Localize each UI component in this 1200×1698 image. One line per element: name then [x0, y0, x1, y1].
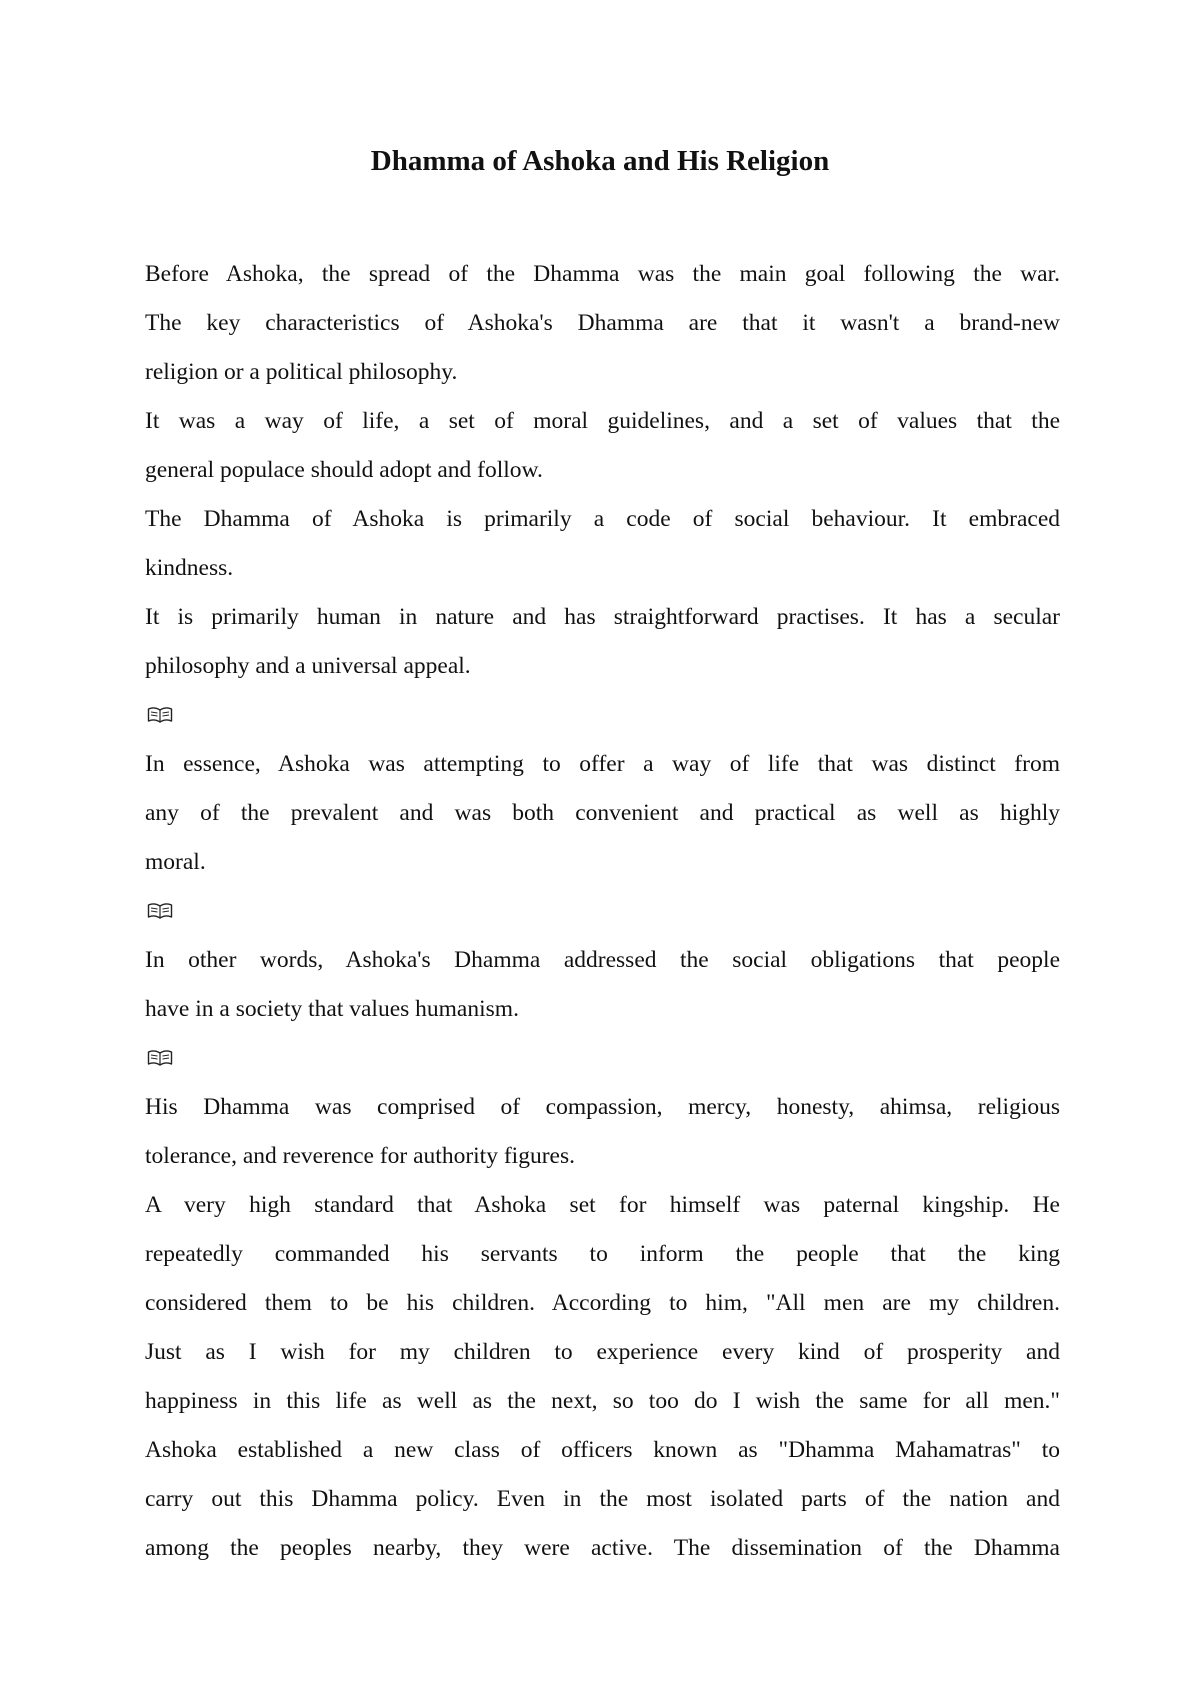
open-book-icon: [145, 887, 1060, 936]
body-line: The Dhamma of Ashoka is primarily a code of social behaviour. It embraced: [145, 506, 1060, 532]
document-title: Dhamma of Ashoka and His Religion: [370, 145, 830, 177]
body-line: A very high standard that Ashoka set for himself was paternal kingship. He: [145, 1192, 1060, 1218]
body-line: philosophy and a universal appeal.: [145, 653, 471, 679]
open-book-icon: [145, 1034, 1060, 1083]
body-line: among the peoples nearby, they were active. The dissemination of the Dhamma: [145, 1535, 1060, 1561]
body-line: moral.: [145, 849, 206, 875]
body-line: happiness in this life as well as the next, so too do I wish the same for all men.": [145, 1388, 1060, 1414]
body-line: considered them to be his children. According to him, "All men are my children.: [145, 1290, 1060, 1316]
document-body: [145, 250, 1060, 1573]
body-line: Just as I wish for my children to experience every kind of prosperity and: [145, 1339, 1060, 1365]
body-line: His Dhamma was comprised of compassion, mercy, honesty, ahimsa, religious: [145, 1094, 1060, 1120]
open-book-icon: [145, 691, 1060, 740]
body-line: The key characteristics of Ashoka's Dhamma are that it wasn't a brand-new: [145, 310, 1060, 336]
body-line: In other words, Ashoka's Dhamma addressed the social obligations that people: [145, 947, 1060, 973]
body-line: In essence, Ashoka was attempting to offer a way of life that was distinct from: [145, 751, 1060, 777]
body-line: kindness.: [145, 555, 234, 581]
body-line: tolerance, and reverence for authority figures.: [145, 1143, 575, 1169]
body-line: Before Ashoka, the spread of the Dhamma was the main goal following the war.: [145, 261, 1060, 287]
body-line: It is primarily human in nature and has straightforward practises. It has a secular: [145, 604, 1060, 630]
body-line: religion or a political philosophy.: [145, 359, 458, 385]
body-line: repeatedly commanded his servants to inform the people that the king: [145, 1241, 1060, 1267]
body-line: Ashoka established a new class of officers known as "Dhamma Mahamatras" to: [145, 1437, 1060, 1463]
body-line: have in a society that values humanism.: [145, 996, 519, 1022]
body-line: any of the prevalent and was both convenient and practical as well as highly: [145, 800, 1060, 826]
body-line: carry out this Dhamma policy. Even in the most isolated parts of the nation and: [145, 1486, 1060, 1512]
body-line: general populace should adopt and follow.: [145, 457, 543, 483]
body-line: It was a way of life, a set of moral guidelines, and a set of values that the: [145, 408, 1060, 434]
